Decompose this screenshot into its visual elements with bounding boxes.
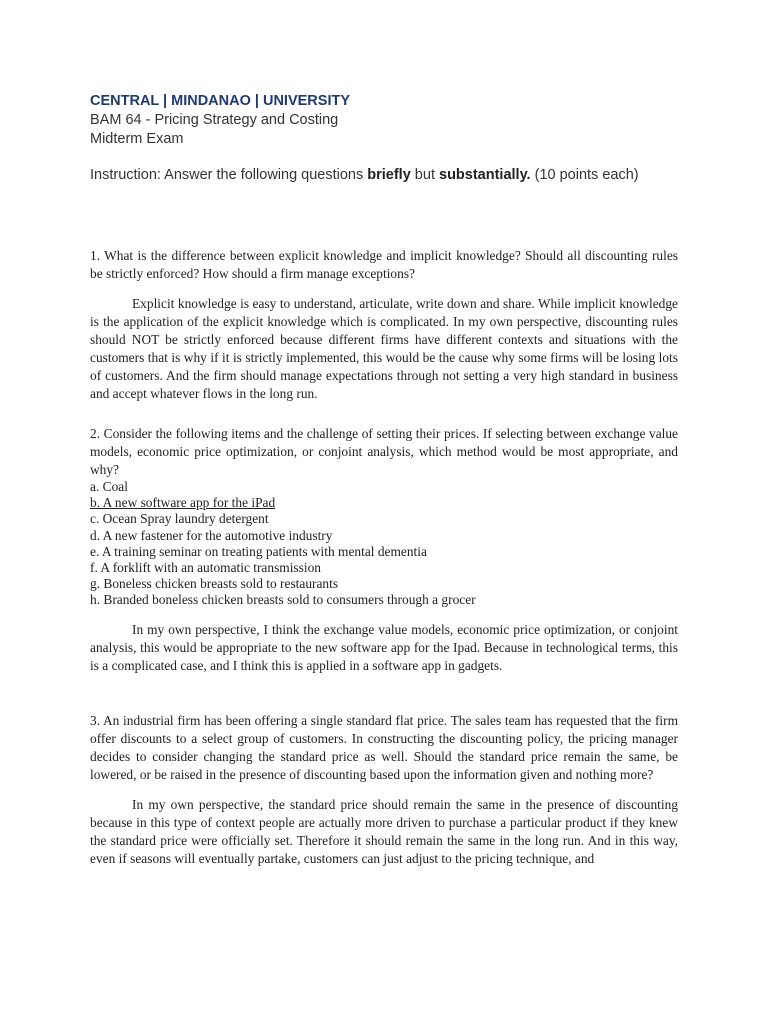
instruction-middle: but [410, 167, 439, 183]
list-item: d. A new fastener for the automotive industry [90, 527, 333, 543]
list-item: f. A forklift with an automatic transmission [90, 560, 321, 576]
exam-title: Midterm Exam [90, 131, 184, 147]
question-1: 1. What is the difference between explicit knowledge and implicit knowledge? Should all discounting rules be strictly enforced? How should a firm manage exceptions? [90, 248, 678, 281]
list-item [90, 495, 678, 511]
list-item: e. A training seminar on treating patients with mental dementia [90, 543, 427, 559]
instruction-suffix: (10 points each) [530, 167, 639, 183]
question-2-items [90, 479, 678, 609]
instruction-text [90, 165, 678, 185]
list-item: a. Coal [90, 479, 128, 494]
list-item: h. Branded boneless chicken breasts sold to consumers through a grocer [90, 592, 476, 608]
list-item: c. Ocean Spray laundry detergent [90, 511, 269, 527]
exam-document [90, 92, 678, 868]
answer-2: In my own perspective, I think the exchange value models, economic price optimization, or conjoint analysis, this would be appropriate to the new software app for the Ipad. Because in technological terms, this is a complicated case, and I think this is applied in a software app in gadgets. [90, 621, 678, 673]
instruction-prefix: Instruction: Answer the following questions [90, 167, 368, 183]
university-name: CENTRAL | MINDANAO | UNIVERSITY [90, 93, 350, 109]
instruction-bold-substantially: substantially. [439, 167, 531, 183]
question-3: 3. An industrial firm has been offering a single standard flat price. The sales team has requested that the firm offer discounts to a select group of customers. In constructing the discounting policy, the pricing manager decides to consider changing the standard price as well. Should the standard price remain the same, be lowered, or be raised in the presence of discounting based upon the information given and nothing more? [90, 712, 678, 782]
answer-3: In my own perspective, the standard price should remain the same in the presence of discounting because in this type of context people are actually more driven to purchase a particular product if they knew the standard price were officially set. Therefore it should remain the same in the long run. And in this way, even if seasons will eventually partake, customers can just adjust to the pricing technique, and [90, 796, 678, 866]
list-item: g. Boneless chicken breasts sold to restaurants [90, 576, 339, 592]
course-title: BAM 64 - Pricing Strategy and Costing [90, 112, 339, 128]
answer-1: Explicit knowledge is easy to understand, articulate, write down and share. While implicit knowledge is the application of the explicit knowledge which is complicated. In my own perspective, discounting rules should NOT be strictly enforced because different firms have different contexts and situations with the customers that is why if it is strictly implemented, this would be the cause why some firms will be losing lots of customers. And the firm should manage expectations through not setting a very high standard in business and accept whatever flows in the long run. [90, 296, 678, 401]
list-item-underlined: b. A new software app for the iPad [90, 495, 276, 511]
question-2: 2. Consider the following items and the challenge of setting their prices. If selecting between exchange value models, economic price optimization, or conjoint analysis, which method would be most appropriate, and why? [90, 426, 678, 477]
instruction-bold-briefly: briefly [367, 167, 411, 183]
